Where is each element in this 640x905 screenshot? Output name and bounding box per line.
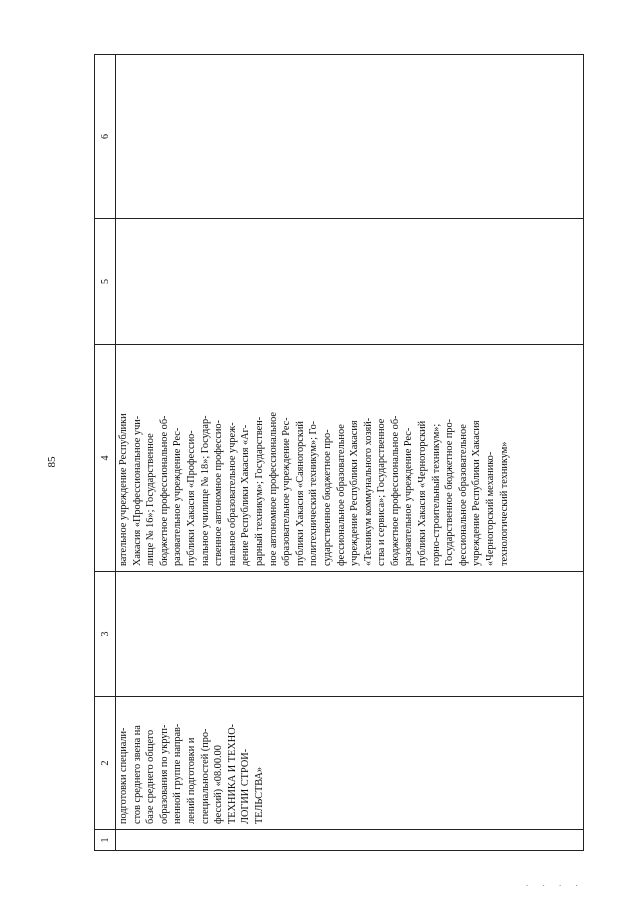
column-header-4: 4 bbox=[95, 345, 116, 572]
scan-artifact-dots: . . . . bbox=[526, 878, 584, 888]
rotated-table-container bbox=[94, 61, 584, 851]
column-header-1: 1 bbox=[95, 830, 116, 851]
cell-text-4: вательное учреждение Республики Хакасия «Профессиональное учи- лище № 16»; Государственное бюджетное профессиональное об- разовательное учреждение Рес- публики Хакасия «Профессио- нальное училище № 18»; Государ- ственное автономное профессио- нальное образовательное учреж- дение Республики Хакасия «Аг- рарный техникум»; Государствен- ное автономное профессиональное образовательное учреждение Рес- публики Хакасия «Саяногорский политехнический техникум»; Го- сударственное бюджетное про- фессиональное образовательное учреждение Республики Хакасия «Техникум коммунального хозяй- ства и сервиса»; Государственное бюджетное профессиональное об- разовательное учреждение Рес- публики Хакасия «Черногорский горно-строительный техникум»; Государственное бюджетное про- фессиональное образовательное учреждение Республики Хакасия «Черногорский механико- технологический техникум» bbox=[118, 412, 510, 566]
column-header-5: 5 bbox=[95, 219, 116, 345]
table-cell-2 bbox=[116, 697, 584, 830]
table-cell-3 bbox=[116, 572, 584, 697]
cell-text-3 bbox=[116, 572, 117, 696]
table-cell-1 bbox=[116, 830, 584, 851]
column-header-6: 6 bbox=[95, 55, 116, 219]
cell-text-1 bbox=[116, 830, 117, 850]
page-number: 85 bbox=[46, 456, 58, 468]
cell-text-2: подготовки специали- стов среднего звена на базе среднего общего образования по укруп- ненной группе направ- лений подготовки и специальностей (про- фессий) «08.00.00 ТЕХНИКА И ТЕХНО- ЛОГИИ СТРОИ- ТЕЛЬСТВА» bbox=[118, 723, 265, 824]
column-header-2: 2 bbox=[95, 697, 116, 830]
cell-text-5 bbox=[116, 219, 117, 344]
table-cell-5 bbox=[116, 219, 584, 345]
table-row bbox=[116, 55, 584, 851]
table-header-row bbox=[95, 55, 116, 851]
table-cell-6 bbox=[116, 55, 584, 219]
table-cell-4 bbox=[116, 345, 584, 572]
cell-text-6 bbox=[116, 55, 117, 218]
data-table bbox=[94, 54, 584, 851]
column-header-3: 3 bbox=[95, 572, 116, 697]
